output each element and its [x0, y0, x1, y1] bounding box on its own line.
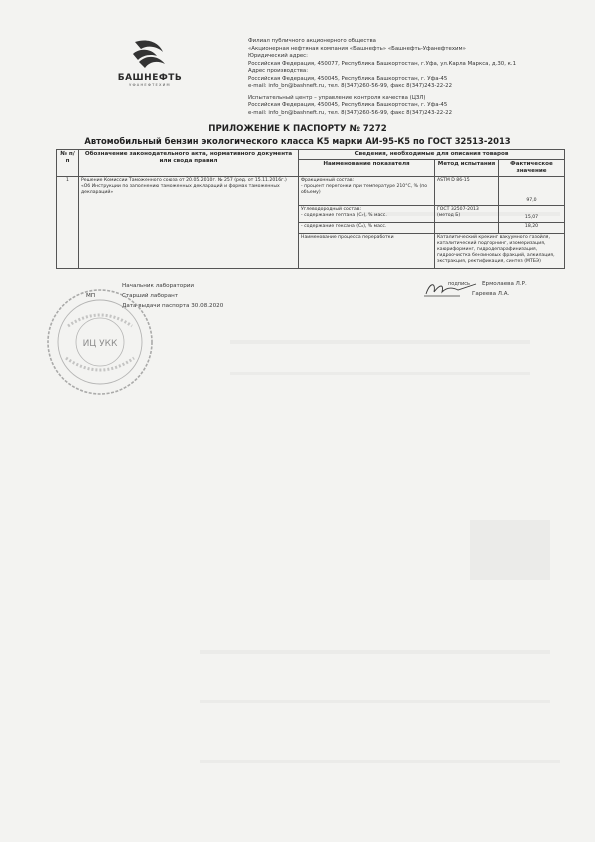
document-title: ПРИЛОЖЕНИЕ К ПАСПОРТУ № 7272: [208, 124, 387, 134]
signer-name-assistant: Гареева Л.А.: [472, 291, 510, 297]
row-method: [435, 223, 499, 234]
header-line: e-mail: info_bn@bashneft.ru, тел. 8(347)260-56-99, факс 8(347)243-22-22: [248, 83, 452, 89]
header-line: Юридический адрес:: [248, 53, 308, 59]
row-method: ГОСТ 32507-2013 (метод Б): [435, 206, 499, 223]
bleed-through-block: [470, 520, 550, 580]
stamp-text: ИЦ УКК: [82, 339, 118, 349]
row-process-description: Каталитический крекинг вакуумного газойля, каталитический подгорнинг, изомеризация, каюриформинг, гидродепарафинизация, гидроочистка бензиновых фракций, алкилация, экстракция, ректификация, синтез (МТБЭ): [435, 234, 565, 269]
row-indicator-name: - содержание гексана (C₆), % масс.: [299, 223, 435, 234]
document-subtitle: Автомобильный бензин экологического класса К5 марки АИ-95-К5 по ГОСТ 32513-2013: [84, 136, 511, 146]
col-header-number: № п/п: [57, 150, 79, 177]
header-line: Филиал публичного акционерного общества: [248, 38, 376, 44]
logo-name: БАШНЕФТЬ: [117, 73, 183, 83]
row-number: 1: [57, 177, 79, 269]
header-line: Адрес производства:: [248, 68, 309, 74]
lab-line: Испытательный центр – управление контроля качества (ЦЗЛ): [248, 94, 426, 101]
lab-line: Российская Федерация, 450045, Республика Башкортостан, г. Уфа-45: [248, 102, 448, 108]
row-document: Решение Комиссии Таможенного союза от 20.05.2010г. № 257 (ред. от 15.11.2016г.) «Об Инструкции по заполнению таможенных деклараций и формах таможенных деклараций»: [79, 177, 299, 269]
lab-line: e-mail: info_bn@bashneft.ru, тел. 8(347)260-56-99, факс 8(347)243-22-22: [248, 109, 452, 116]
row-indicator-name: Наименование процесса переработки: [299, 234, 435, 269]
signer-role-assistant: Старший лаборант: [122, 293, 179, 299]
properties-table: [56, 149, 565, 269]
header-line: Российская Федерация, 450045, Республика Башкортостан, г. Уфа-45: [248, 75, 448, 82]
bleed-through-line: [230, 340, 530, 344]
col-header-method: Метод испытания: [435, 160, 499, 177]
table-row: [57, 177, 565, 206]
col-header-name: Наименование показателя: [299, 160, 435, 177]
header-line: «Акционерная нефтяная компания «Башнефть» «Башнефть-Уфанефтехим»: [248, 45, 466, 52]
company-logo: [104, 38, 196, 87]
bleed-through-line: [200, 700, 550, 703]
col-header-document: Обозначение законодательного акта, нормативного документа или свода правил: [79, 150, 299, 177]
row-indicator-name: Фракционный состав: - процент перегонки при температуре 210°С, % (по объему): [299, 177, 435, 206]
signature-caption: подпись: [448, 281, 470, 287]
col-header-info: Сведения, необходимые для описания товаров: [299, 150, 565, 160]
header-line: Российская Федерация, 450077, Республика Башкортостан, г.Уфа, ул.Карла Маркса, д.30, к.1: [248, 60, 517, 67]
logo-subtitle: УФАНЕФТЕХИМ: [129, 83, 171, 87]
row-method: АSТМ D 86-15: [435, 177, 499, 206]
bleed-through-line: [200, 650, 550, 654]
row-value: 15,07: [499, 206, 565, 223]
bleed-through-line: [230, 372, 530, 375]
bleed-through-line: [200, 760, 560, 763]
company-header: [248, 38, 568, 117]
row-indicator-name: Углеводородный состав: - содержание гептана (C₇), % масс.: [299, 206, 435, 223]
col-header-value: Фактическое значение: [499, 160, 565, 177]
round-seal-stamp: [44, 286, 156, 398]
bashneft-emblem-icon: [129, 38, 171, 72]
signer-name-head: Ермолаева Л.Р.: [482, 281, 527, 287]
issue-date: Дата выдачи паспорта 30.08.2020: [122, 303, 224, 309]
table-header-row: [57, 150, 565, 160]
row-value: 18,20: [499, 223, 565, 234]
seal-place-label: МП: [86, 293, 96, 299]
signer-role-head: Начальник лаборатории: [122, 283, 195, 289]
handwritten-signature: [420, 278, 480, 300]
row-value: 97,0: [499, 177, 565, 206]
